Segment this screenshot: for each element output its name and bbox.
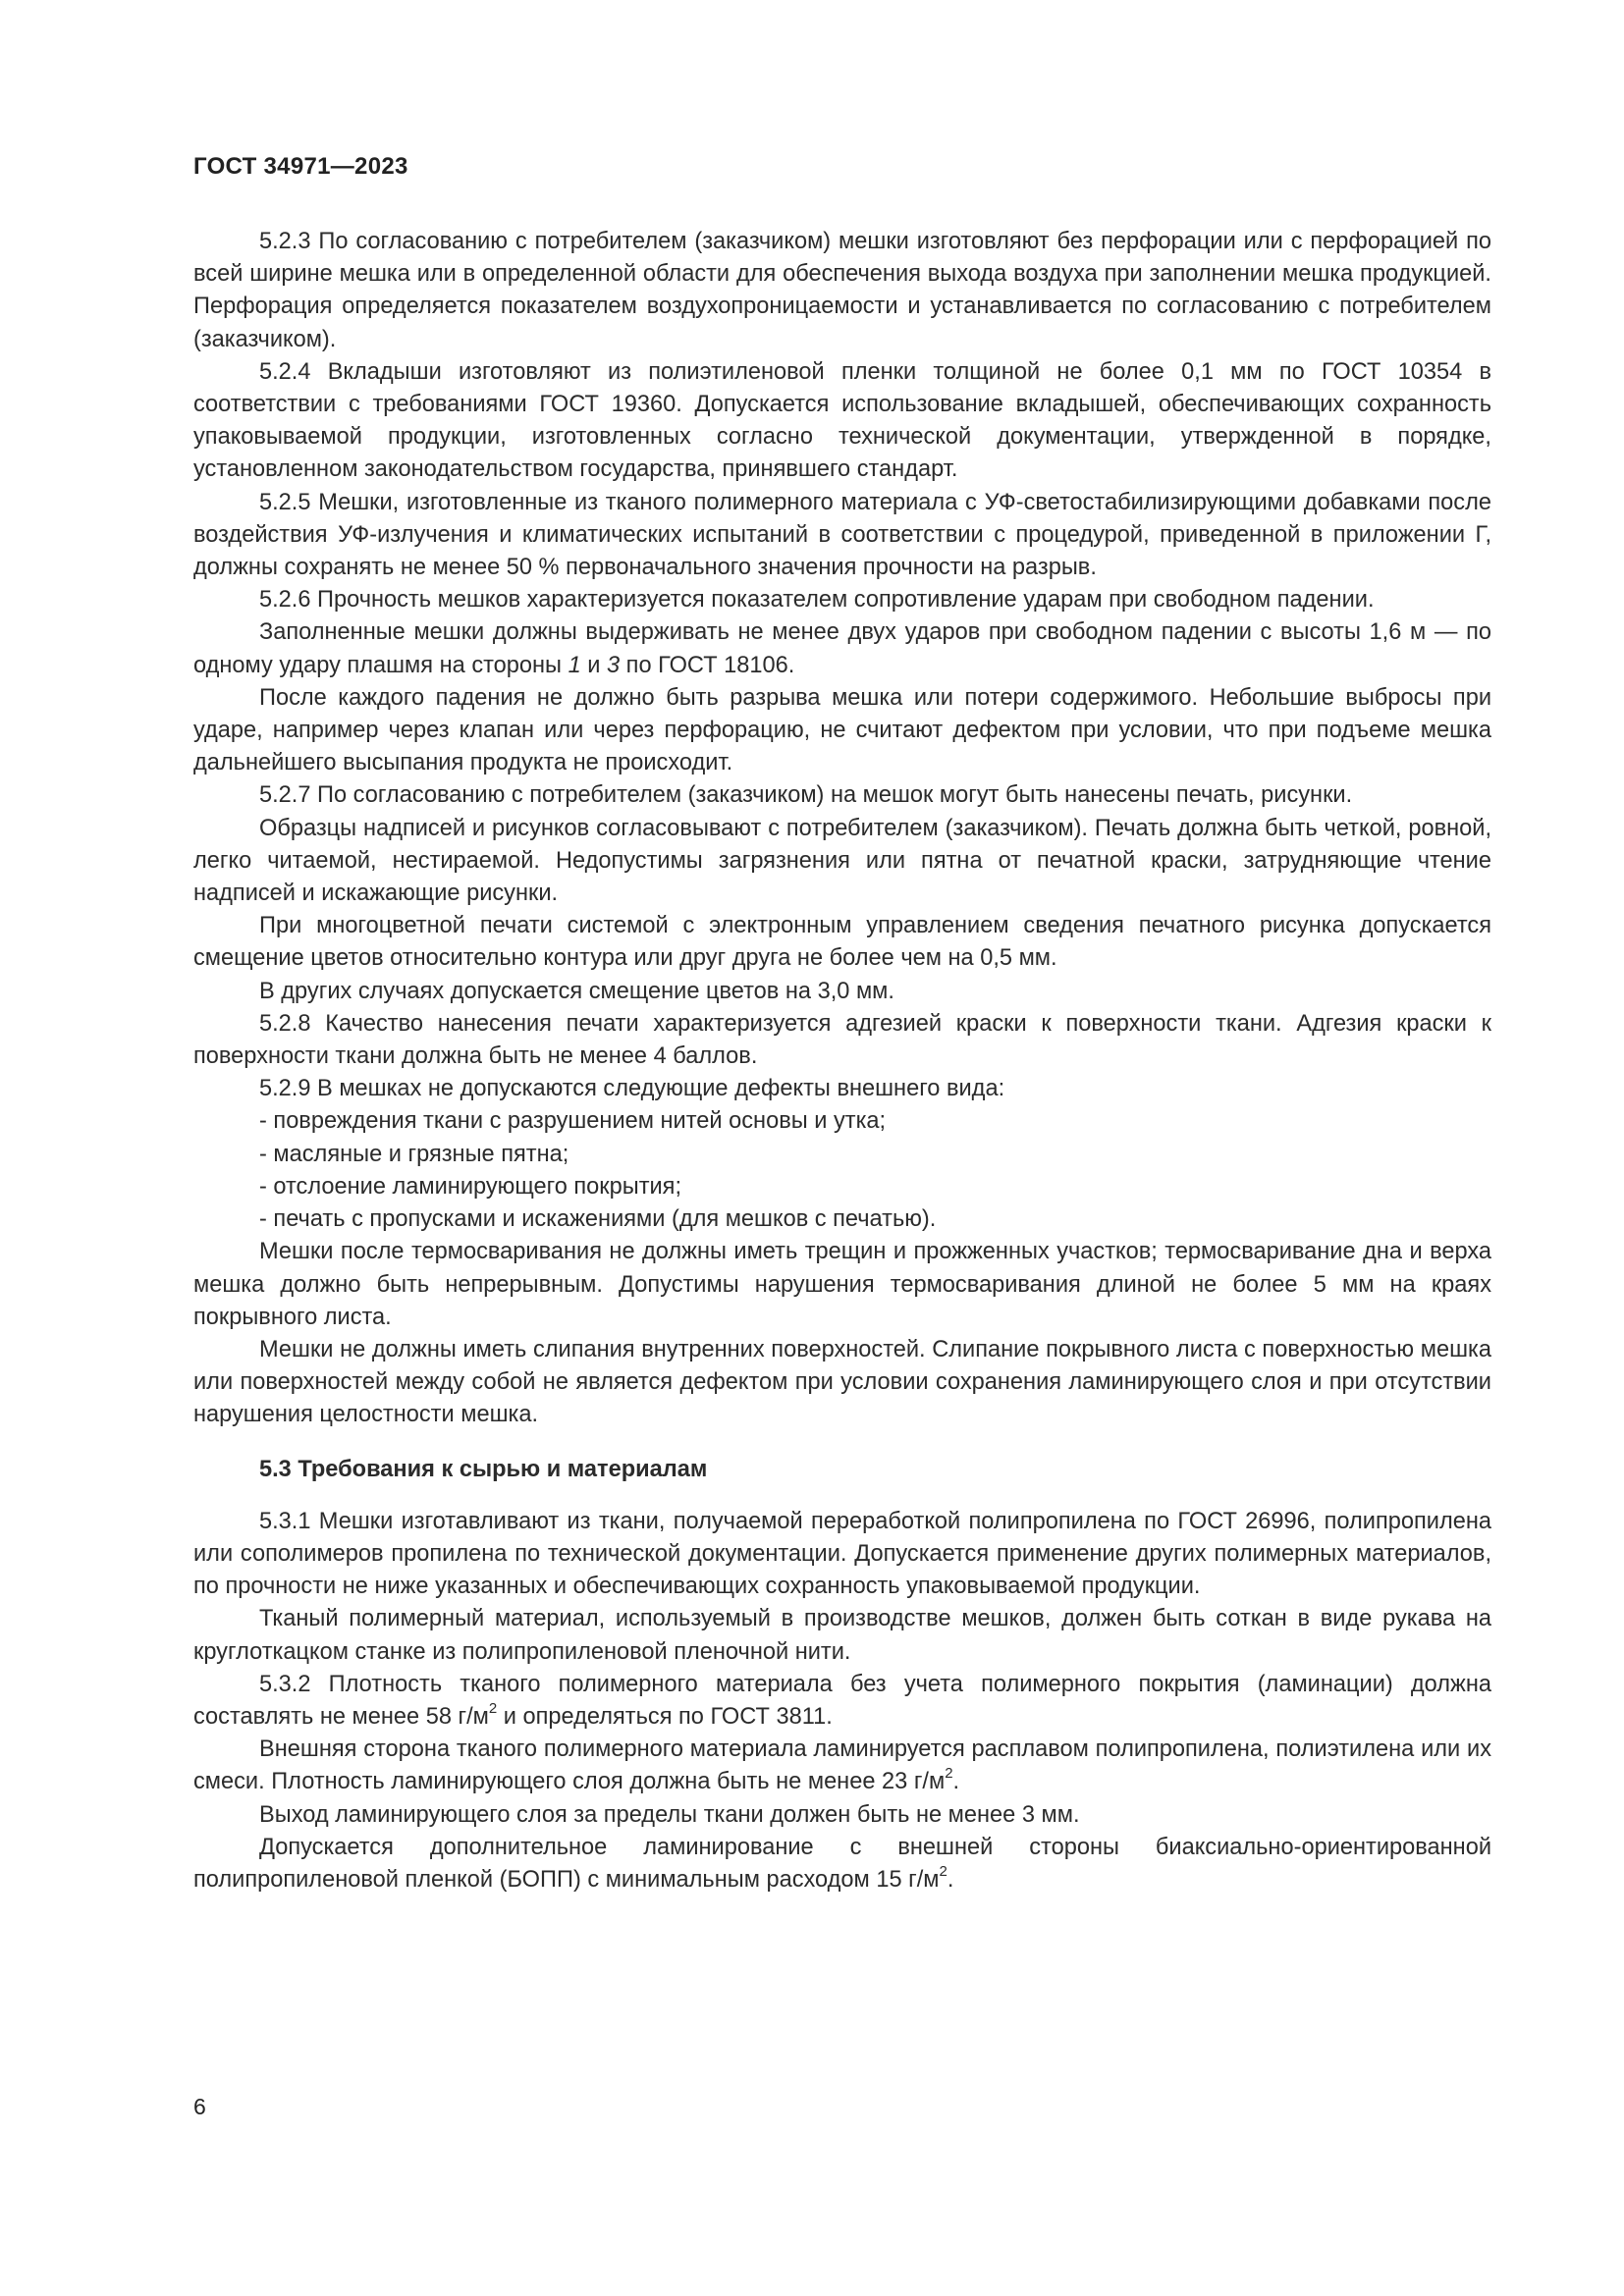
document-header: ГОСТ 34971—2023 — [193, 153, 408, 180]
paragraph-5-2-7-other: В других случаях допускается смещение цветов на 3,0 мм. — [259, 978, 894, 1004]
list-item: - повреждения ткани с разрушением нитей основы и утка; — [259, 1108, 887, 1135]
paragraph-5-3-2-bopp — [193, 1832, 1491, 1896]
text-run: . — [947, 1866, 954, 1893]
side-3: 3 — [607, 652, 621, 678]
list-item: - отслоение ламинирующего покрытия; — [259, 1173, 682, 1200]
paragraph-5-2-9-adhesion: Мешки не должны иметь слипания внутренних поверхностей. Слипание покрывного листа с поверхностью мешка или поверхностей между собой не является дефектом при условии сохранения ламинирующего слоя и при отсутствии нарушения целостности мешка. — [193, 1336, 1491, 1428]
paragraph-5-2-6-drop-test — [193, 616, 1491, 681]
paragraph-5-3-1: 5.3.1 Мешки изготавливают из ткани, получаемой переработкой полипропилена по ГОСТ 26996, полипропилена или сополимеров пропилена по технической документации. Допускается применение других полимерных материалов, по прочности не ниже указанных и обеспечивающих сохранность упаковываемой продукции. — [193, 1508, 1491, 1600]
paragraph-5-2-5: 5.2.5 Мешки, изготовленные из тканого полимерного материала с УФ-светостабилизирующими добавками после воздействия УФ-излучения и климатических испытаний в соответствии с процедурой, приведенной в приложении Г, должны сохранять не менее 50 % первоначального значения прочности на разрыв. — [193, 489, 1491, 581]
page-number: 6 — [193, 2094, 206, 2119]
text-run: по ГОСТ 18106. — [620, 652, 795, 678]
superscript: 2 — [945, 1765, 953, 1783]
text-run: . — [952, 1769, 960, 1795]
paragraph-5-2-7: 5.2.7 По согласованию с потребителем (заказчиком) на мешок могут быть нанесены печать, рисунки. — [259, 782, 1353, 809]
list-item: - печать с пропусками и искажениями (для мешков с печатью). — [259, 1206, 937, 1233]
document-body — [193, 226, 1491, 1896]
text-run: 5.3.2 Плотность тканого полимерного материала без учета полимерного покрытия (ламинации) должна составлять не менее 58 г/м — [193, 1671, 1491, 1730]
text-run: Допускается дополнительное ламинирование с внешней стороны биаксиально-ориентированной полипропиленовой пленкой (БОПП) с минимальным расходом 15 г/м — [193, 1834, 1491, 1893]
paragraph-5-2-6-criteria: После каждого падения не должно быть разрыва мешка или потери содержимого. Небольшие выбросы при ударе, например через клапан или через перфорацию, не считают дефектом при условии, что при подъеме мешка дальнейшего высыпания продукта не происходит. — [193, 684, 1491, 776]
superscript: 2 — [488, 1700, 498, 1718]
text-run: и определяться по ГОСТ 3811. — [497, 1703, 833, 1730]
paragraph-5-2-7-multicolor: При многоцветной печати системой с электронным управлением сведения печатного рисунка допускается смещение цветов относительно контура или друг друга не более чем на 0,5 мм. — [193, 913, 1491, 972]
paragraph-5-3-2-lamination — [193, 1734, 1491, 1798]
superscript: 2 — [939, 1863, 947, 1881]
list-item: - масляные и грязные пятна; — [259, 1141, 569, 1167]
paragraph-5-2-9: 5.2.9 В мешках не допускаются следующие дефекты внешнего вида: — [259, 1076, 1005, 1102]
side-1: 1 — [568, 652, 581, 678]
paragraph-5-3-2 — [193, 1669, 1491, 1734]
section-heading-5-3: 5.3 Требования к сырью и материалам — [259, 1456, 708, 1482]
paragraph-5-2-6: 5.2.6 Прочность мешков характеризуется показателем сопротивление ударам при свободном падении. — [259, 587, 1375, 614]
paragraph-5-2-3: 5.2.3 По согласованию с потребителем (заказчиком) мешки изготовляют без перфорации или с перфорацией по всей ширине мешка или в определенной области для обеспечения выхода воздуха при заполнении мешка продукцией. Перфорация определяется показателем воздухопроницаемости и устанавливается по согласованию с потребителем (заказчиком). — [193, 229, 1491, 352]
paragraph-5-2-4: 5.2.4 Вкладыши изготовляют из полиэтиленовой пленки толщиной не более 0,1 мм по ГОСТ 10354 в соответствии с требованиями ГОСТ 19360. Допускается использование вкладышей, обеспечивающих сохранность упаковываемой продукции, изготовленных согласно технической документации, утвержденной в порядке, установленном законодательством государства, принявшего стандарт. — [193, 358, 1491, 483]
text-run: Внешняя сторона тканого полимерного материала ламинируется расплавом полипропилена, полиэтилена или их смеси. Плотность ламинирующего слоя должна быть не менее 23 г/м — [193, 1736, 1491, 1795]
paragraph-5-2-9-welding: Мешки после термосваривания не должны иметь трещин и прожженных участков; термосваривание дна и верха мешка должно быть непрерывным. Допустимы нарушения термосваривания длиной не более 5 мм на краях покрывного листа. — [193, 1239, 1491, 1330]
paragraph-5-3-2-overhang: Выход ламинирующего слоя за пределы ткани должен быть не менее 3 мм. — [259, 1801, 1080, 1828]
text-run: и — [580, 652, 607, 678]
paragraph-5-2-7-samples: Образцы надписей и рисунков согласовывают с потребителем (заказчиком). Печать должна быть четкой, ровной, легко читаемой, нестираемой. Недопустимы загрязнения или пятна от печатной краски, затрудняющие чтение надписей и искажающие рисунки. — [193, 815, 1491, 907]
paragraph-5-3-1-fabric: Тканый полимерный материал, используемый в производстве мешков, должен быть соткан в виде рукава на круглоткацком станке из полипропиленовой пленочной нити. — [193, 1606, 1491, 1665]
paragraph-5-2-8: 5.2.8 Качество нанесения печати характеризуется адгезией краски к поверхности ткани. Адгезия краски к поверхности ткани должна быть не менее 4 баллов. — [193, 1010, 1491, 1070]
text-run: Заполненные мешки должны выдерживать не менее двух ударов при свободном падении с высоты 1,6 м — по одному удару плашмя на стороны — [193, 619, 1491, 678]
